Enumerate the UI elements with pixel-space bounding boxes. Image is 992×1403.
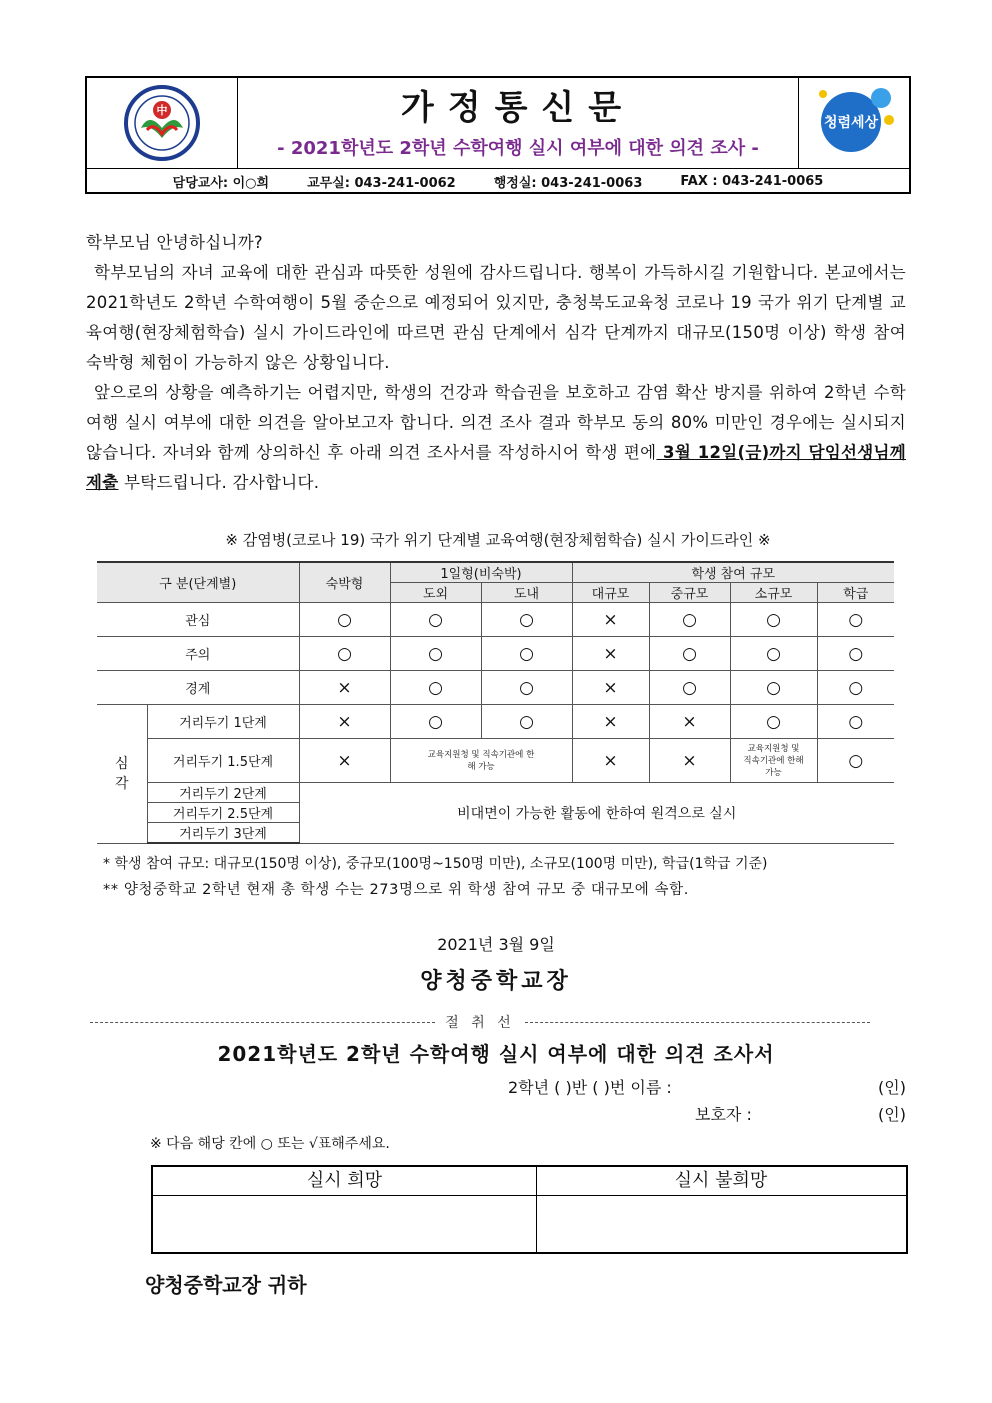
student-seal: (인) xyxy=(878,1078,906,1097)
daytrip-note-text: 교육지원청 및 직속기관에 한해 가능 xyxy=(427,749,535,772)
cell: ○ xyxy=(481,637,572,671)
paragraph-1: 학부모님의 자녀 교육에 대한 관심과 따뜻한 성원에 감사드립니다. 행복이 가득하시길 기원합니다. 본교에서는 2021학년도 2학년 수학여행이 5월 중순으로 예정되어 있지만, 충청북도교육청 코로나 19 국가 위기 단계별 교육여행(현장체험학습) 실시 가이드라인에 따르면 관심 단계에서 심각 단계까지 대규모(150명 이상) 학생 참여 숙박형 체험이 가능하지 않은 상황입니다. xyxy=(86,263,906,372)
school-logo-glyph: 中 xyxy=(156,104,168,117)
school-logo-icon xyxy=(87,78,237,168)
small-note-text: 교육지원청 및 직속기관에 한해 가능 xyxy=(743,743,804,778)
option-yes-column xyxy=(153,1167,537,1252)
table-row xyxy=(97,783,894,803)
principal-signature: 양청중학교장 xyxy=(420,969,572,994)
cell: ○ xyxy=(817,603,894,637)
admin-phone: 행정실: 043-241-0063 xyxy=(493,175,643,191)
cut-line-dash xyxy=(525,1022,870,1023)
cell: × xyxy=(649,739,730,783)
header-outside: 도외 xyxy=(390,583,481,603)
newsletter-header xyxy=(85,76,911,194)
header-class: 학급 xyxy=(817,583,894,603)
table-row xyxy=(97,637,894,671)
title-cell xyxy=(237,78,799,168)
small-scale-note xyxy=(730,739,817,783)
cell: ○ xyxy=(390,671,481,705)
page-title: 가정통신문 xyxy=(400,88,636,128)
row-stage: 거리두기 3단계 xyxy=(147,823,299,844)
cell: ○ xyxy=(649,603,730,637)
table-row xyxy=(97,603,894,637)
cell: × xyxy=(299,671,390,705)
row-stage: 경계 xyxy=(97,671,299,705)
cell: ○ xyxy=(730,603,817,637)
serious-label xyxy=(97,705,147,844)
cell: × xyxy=(572,739,649,783)
row-stage: 거리두기 1.5단계 xyxy=(147,739,299,783)
integrity-logo-text: 청렴세상 xyxy=(823,115,879,131)
cell: ○ xyxy=(390,603,481,637)
option-no-checkbox[interactable] xyxy=(536,1196,906,1253)
header-overnight: 숙박형 xyxy=(299,562,390,603)
cell: ○ xyxy=(481,671,572,705)
remote-note: 비대면이 가능한 활동에 한하여 원격으로 실시 xyxy=(299,783,894,844)
cell: × xyxy=(572,603,649,637)
cell: × xyxy=(572,705,649,739)
cell: × xyxy=(649,705,730,739)
guardian-seal: (인) xyxy=(878,1105,906,1124)
survey-title: 2021학년도 2학년 수학여행 실시 여부에 대한 의견 조사서 xyxy=(217,1042,775,1066)
fax-number: FAX : 043-241-0065 xyxy=(680,173,824,189)
row-stage: 주의 xyxy=(97,637,299,671)
row-stage: 관심 xyxy=(97,603,299,637)
cell: × xyxy=(572,637,649,671)
issue-date: 2021년 3월 9일 xyxy=(437,935,555,954)
teacher-contact: 담당교사: 이○희 xyxy=(172,175,270,191)
option-yes-header: 실시 희망 xyxy=(153,1167,536,1196)
option-no-header: 실시 불희망 xyxy=(536,1167,906,1196)
table-row xyxy=(97,705,894,739)
cell: ○ xyxy=(817,671,894,705)
cell: ○ xyxy=(481,705,572,739)
option-no-column xyxy=(536,1167,906,1252)
row-stage: 거리두기 2.5단계 xyxy=(147,803,299,823)
school-logo-cell xyxy=(87,78,238,168)
header-medium: 중규모 xyxy=(649,583,730,603)
header-large: 대규모 xyxy=(572,583,649,603)
deadline-text: 3월 12일(금)까지 담임선생님께 제출 xyxy=(86,443,906,492)
greeting: 학부모님 안녕하십니까? xyxy=(86,233,263,252)
survey-instruction: ※ 다음 해당 칸에 ○ 또는 √표해주세요. xyxy=(150,1136,390,1152)
cell: ○ xyxy=(649,671,730,705)
paragraph-2 xyxy=(86,378,906,498)
cell: ○ xyxy=(817,739,894,783)
cell: ○ xyxy=(649,637,730,671)
header-daytrip: 1일형(비숙박) xyxy=(390,562,572,583)
cell: ○ xyxy=(390,705,481,739)
header-scale: 학생 참여 규모 xyxy=(572,562,894,583)
note-school: ** 양청중학교 2학년 현재 총 학생 수는 273명으로 위 학생 참여 규모 중 대규모에 속함. xyxy=(103,882,689,898)
row-stage: 거리두기 1단계 xyxy=(147,705,299,739)
daytrip-note xyxy=(390,739,572,783)
cell: ○ xyxy=(817,637,894,671)
cell: ○ xyxy=(817,705,894,739)
cut-line xyxy=(90,1012,870,1032)
integrity-logo-cell xyxy=(798,78,909,168)
cell: ○ xyxy=(730,671,817,705)
cell: × xyxy=(572,671,649,705)
header-small: 소규모 xyxy=(730,583,817,603)
contact-row xyxy=(87,168,909,193)
header-stage: 구 분(단계별) xyxy=(97,562,299,603)
cell: ○ xyxy=(730,637,817,671)
paragraph-2-closing: 부탁드립니다. 감사합니다. xyxy=(118,473,320,492)
serious-label-text: 심각 xyxy=(114,755,129,792)
cell: ○ xyxy=(299,637,390,671)
row-stage: 거리두기 2단계 xyxy=(147,783,299,803)
table-row xyxy=(97,739,894,783)
header-inside: 도내 xyxy=(481,583,572,603)
addressee: 양청중학교장 귀하 xyxy=(145,1273,307,1297)
table-row xyxy=(97,671,894,705)
guideline-table xyxy=(97,561,894,844)
cell: × xyxy=(299,739,390,783)
survey-table xyxy=(151,1165,908,1254)
option-yes-checkbox[interactable] xyxy=(153,1196,536,1253)
note-scale: * 학생 참여 규모: 대규모(150명 이상), 중규모(100명~150명 미만), 소규모(100명 미만), 학급(1학급 기준) xyxy=(103,856,768,872)
cell: × xyxy=(299,705,390,739)
office-phone: 교무실: 043-241-0062 xyxy=(307,175,456,191)
guideline-caption: ※ 감염병(코로나 19) 국가 위기 단계별 교육여행(현장체험학습) 실시 가이드라인 ※ xyxy=(225,531,771,549)
cell: ○ xyxy=(730,705,817,739)
guardian-line: 보호자 : xyxy=(695,1105,752,1124)
integrity-logo-icon xyxy=(799,78,909,168)
paragraph-2-text: 앞으로의 상황을 예측하기는 어렵지만, 학생의 건강과 학습권을 보호하고 감염 확산 방지를 위하여 2학년 수학여행 실시 여부에 대한 의견을 알아보고자 합니다. 의견 조사 결과 학부모 동의 80% 미만인 경우에는 실시되지 않습니다. 자녀와 함께 상의하신 후 아래 의견 조사서를 작성하시어 학생 편에 xyxy=(86,383,906,462)
cell: ○ xyxy=(390,637,481,671)
page-subtitle: - 2021학년도 2학년 수학여행 실시 여부에 대한 의견 조사 - xyxy=(277,138,759,159)
student-info-line: 2학년 ( )반 ( )번 이름 : xyxy=(508,1078,672,1097)
cut-line-dash xyxy=(90,1022,435,1023)
cell: ○ xyxy=(299,603,390,637)
cell: ○ xyxy=(481,603,572,637)
cut-line-label: 절 취 선 xyxy=(445,1015,515,1031)
